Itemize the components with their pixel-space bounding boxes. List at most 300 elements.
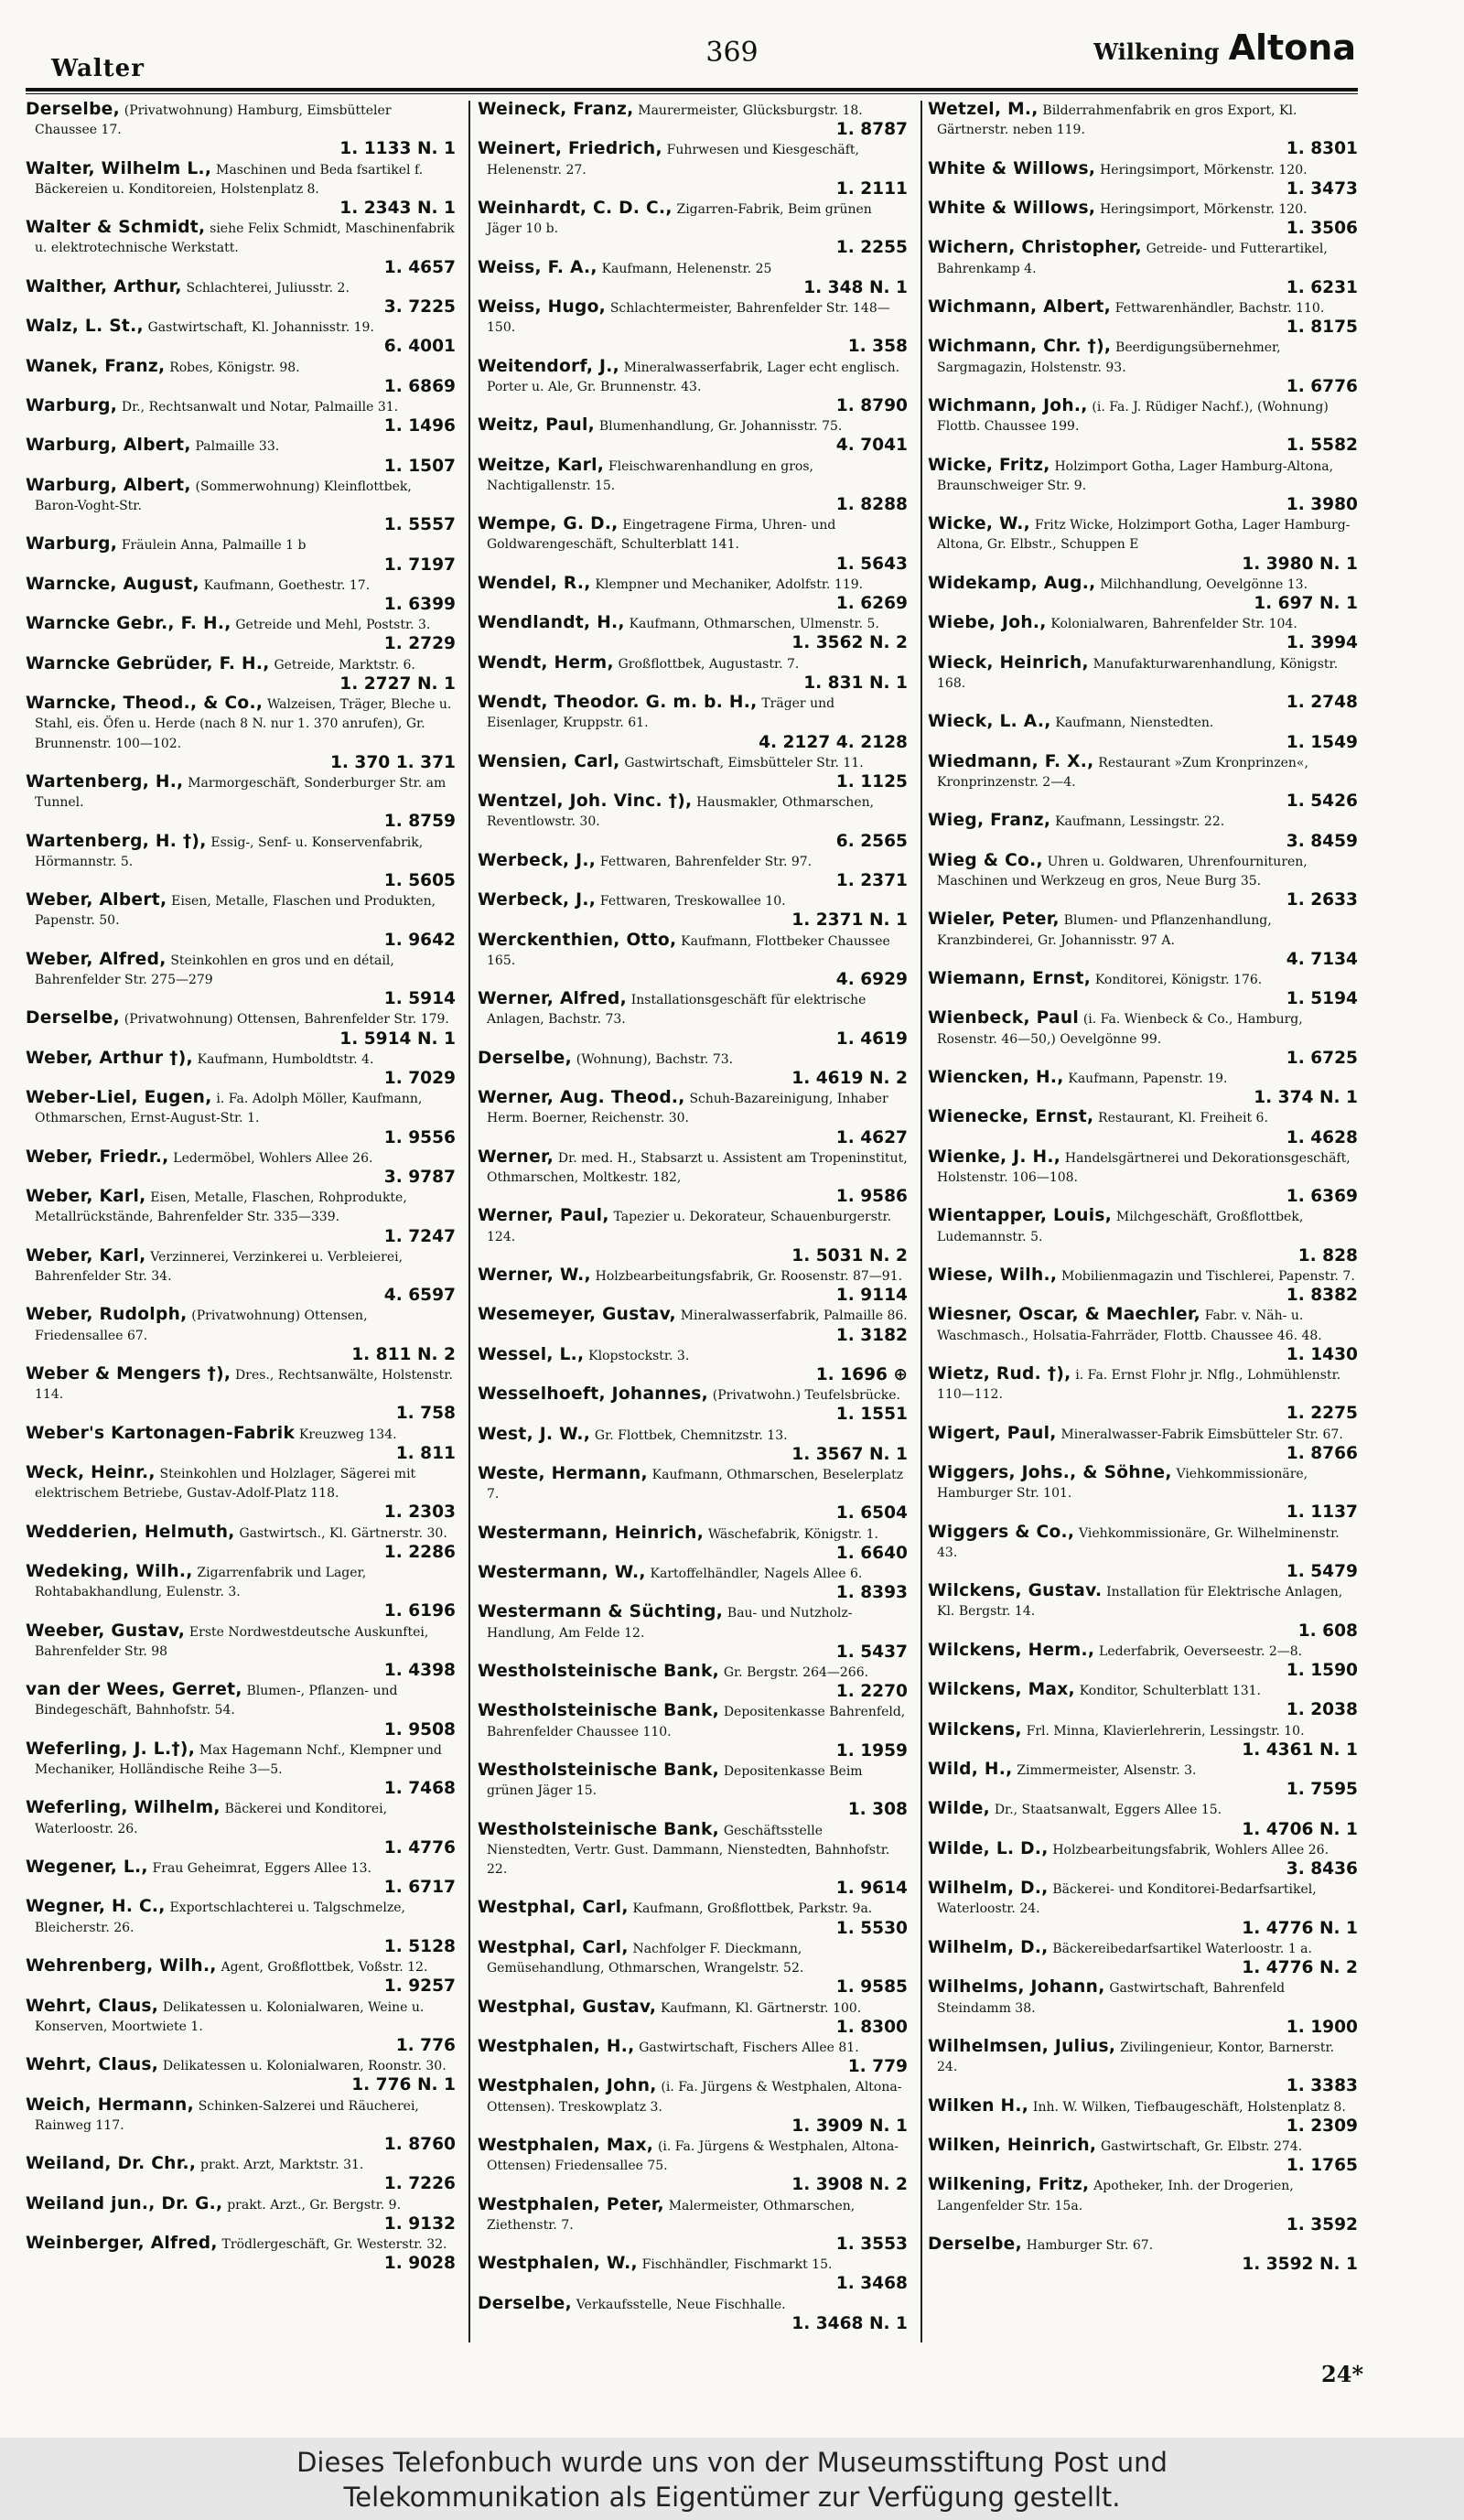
listing-entry [478,891,908,930]
entry-phone-number: 1. 1551 [835,1405,908,1425]
header-left-keyword: Walter [51,55,145,82]
entry-phone-number: 1. 758 [395,1404,456,1424]
listing-entry [478,1266,908,1305]
entry-phone-number: 6. 2565 [835,831,908,851]
listing-entry [928,1108,1358,1147]
listing-entry [928,1721,1358,1760]
entry-description: prakt. Arzt, Marktstr. 31. [200,2158,364,2173]
entry-phone-number: 1. 4619 N. 2 [791,1068,908,1088]
entry-phone-number: 1. 1900 [1286,2017,1358,2037]
listing-entry [928,1681,1358,1719]
entry-description: Gastwirtschaft, Kl. Johannisstr. 19. [147,320,374,336]
entry-description: (i. Fa. J. Rüdiger Nachf.), (Wohnung) Flottb. Chaussee 199. [937,400,1329,435]
entry-name: Weiland jun., Dr. G., [26,2193,223,2213]
entry-phone-number: 1. 4776 [383,1837,456,1858]
entry-phone-number: 1. 4361 N. 1 [1242,1739,1358,1760]
entry-name: Werner, W., [478,1265,591,1285]
entry-description: Zimmermeister, Alsenstr. 3. [1017,1763,1197,1779]
entry-description: Klopstockstr. 3. [588,1348,690,1363]
entry-description: Apotheker, Inh. der Drogerien, Langenfelder Str. 15a. [937,2179,1294,2213]
entry-phone-number: 3. 8436 [1286,1859,1358,1879]
entry-description: Ledermöbel, Wohlers Allee 26. [173,1150,373,1166]
entry-name: Weber & Mengers †), [26,1364,231,1384]
entry-name: Wichern, Christopher, [928,238,1142,258]
entry-name: Wedeking, Wilh., [26,1562,193,1582]
entry-description: Holzbearbeitungsfabrik, Wohlers Allee 26. [1052,1842,1329,1858]
entry-description: Max Hagemann Nchf., Klempner und Mechaniker, Holländische Reihe 3—5. [35,1742,442,1778]
entry-name: Wilken, Heinrich, [928,2135,1097,2155]
entry-name: Westphal, Carl, [478,1898,629,1918]
listing-entry [478,1899,908,1937]
listing-entry [478,2077,908,2136]
header-city: Altona [1228,27,1356,68]
listing-entry [478,1465,908,1524]
entry-phone-number: 1. 6869 [383,376,456,396]
entry-description: (Privatwohnung) Ottensen, Bahrenfelder Str. 179. [124,1012,449,1028]
listing-entry [928,1879,1358,1938]
listing-entry [478,1524,908,1563]
entry-name: Weich, Hermann, [26,2095,194,2115]
entry-name: White & Willows, [928,158,1096,178]
listing-entry [26,1563,456,1621]
entry-description: Mineralwasserfabrik, Lager echt englisch. Porter u. Ale, Gr. Brunnenstr. 43. [487,360,900,394]
entry-phone-number: 1. 6369 [1286,1187,1358,1207]
entry-phone-number: 1. 2286 [383,1542,456,1562]
entry-name: Wicke, W., [928,514,1031,534]
entry-description: Exportschlachterei u. Talgschmelze, Bleicherstr. 26. [35,1901,405,1935]
entry-phone-number: 1. 2633 [1286,890,1358,910]
entry-description: Getreide, Marktstr. 6. [274,657,415,673]
entry-name: Wentzel, Joh. Vinc. †), [478,792,693,812]
entry-name: Weber, Karl, [26,1245,146,1265]
listing-entry [928,970,1358,1008]
entry-phone-number: 1. 7468 [383,1779,456,1799]
listing-entry [26,2195,456,2234]
listing-entry [478,1050,908,1088]
entry-name: Weferling, J. L.†), [26,1739,196,1759]
footer-line-2: Telekommunikation als Eigentümer zur Verfügung gestellt. [343,2482,1121,2513]
listing-entry [478,1346,908,1384]
entry-phone-number: 1. 6269 [835,594,908,614]
listing-entry [928,2038,1358,2096]
entry-name: Weinberger, Alfred, [26,2233,218,2253]
listing-entry [26,2056,456,2095]
entry-name: Weber, Karl, [26,1187,146,1207]
entry-description: Marmorgeschäft, Sonderburger Str. am Tunnel. [35,775,447,811]
entry-name: Weber, Albert, [26,890,167,910]
entry-phone-number: 1. 2371 [835,870,908,890]
entry-description: Maschinen und Beda fsartikel f. Bäckereien u. Konditoreien, Holstenplatz 8. [35,162,424,197]
entry-phone-number: 1. 9585 [835,1977,908,1998]
entry-description: Depositenkasse Bahrenfeld, Bahrenfelder Chaussee 110. [487,1705,906,1739]
entry-description: Kaufmann, Großflottbek, Parkstr. 9a. [632,1901,873,1917]
entry-description: Kaufmann, Humboldtstr. 4. [197,1051,374,1067]
entry-name: Wienke, J. H., [928,1147,1061,1167]
entry-description: Delikatessen u. Kolonialwaren, Roonstr. 30. [162,2059,447,2074]
listing-entry [26,1524,456,1562]
entry-phone-number: 1. 1125 [835,771,908,792]
listing-entry [478,654,908,693]
listing-entry [26,655,456,694]
entry-description: Heringsimport, Mörkenstr. 120. [1100,202,1308,218]
entry-phone-number: 1. 1549 [1286,732,1358,752]
entry-description: Steinkohlen und Holzlager, Sägerei mit elektrischem Betriebe, Gustav-Adolf-Platz 118. [35,1467,416,1502]
entry-phone-number: 1. 5914 [383,989,456,1009]
entry-description: Holzimport Gotha, Lager Hamburg-Altona, Braunschweiger Str. 9. [937,458,1334,493]
entry-name: Weitendorf, J., [478,356,619,376]
entry-name: Wieg & Co., [928,850,1043,870]
entry-phone-number: 1. 3506 [1286,219,1358,239]
listing-entry [478,358,908,416]
entry-name: Wehrenberg, Wilh., [26,1956,217,1976]
entry-name: Walter, Wilhelm L., [26,158,212,178]
entry-phone-number: 1. 2309 [1286,2116,1358,2136]
listing-entry [478,1148,908,1207]
entry-name: Weiss, Hugo, [478,297,607,318]
listing-entry [478,694,908,752]
entry-description: (i. Fa. Jürgens & Westphalen, Altona-Ottensen). Treskowplatz 3. [487,2080,902,2115]
listing-entry [478,199,908,258]
entry-description: Fuhrwesen und Kiesgeschäft, Helenenstr. 27. [487,143,859,178]
entry-name: Weber, Rudolph, [26,1305,188,1325]
entry-description: Bau- und Nutzholz-Handlung, Am Felde 12. [487,1606,853,1641]
listing-entry [928,852,1358,910]
entry-name: Westholsteinische Bank, [478,1662,720,1682]
entry-description: Bäckerei- und Konditorei-Bedarfsartikel, Waterloostr. 24. [937,1882,1317,1917]
listing-entry [478,990,908,1049]
entry-name: Wild, H., [928,1760,1013,1780]
entry-phone-number: 3. 9787 [383,1167,456,1187]
entry-name: Wesemeyer, Gustav, [478,1305,676,1325]
entry-phone-number: 1. 9028 [383,2254,456,2274]
entry-name: Westermann, W., [478,1563,646,1583]
entry-description: i. Fa. Adolph Möller, Kaufmann, Othmarschen, Ernst-August-Str. 1. [35,1092,423,1126]
entry-description: Verzinnerei, Verzinkerei u. Verbleierei, Bahrenfelder Str. 34. [35,1249,404,1284]
entry-name: Warncke, Theod., & Co., [26,694,264,714]
entry-description: Holzbearbeitungsfabrik, Gr. Roosenstr. 87—91. [595,1268,903,1284]
entry-description: Konditor, Schulterblatt 131. [1079,1684,1261,1699]
entry-phone-number: 1. 3994 [1286,633,1358,653]
entry-description: Handelsgärtnerei und Dekorationsgeschäft, Holstenstr. 106—108. [937,1150,1351,1185]
entry-phone-number: 1. 2275 [1286,1404,1358,1424]
entry-phone-number: 1. 6399 [383,595,456,615]
entry-name: Wieck, Heinrich, [928,652,1089,673]
listing-entry [478,1663,908,1701]
entry-phone-number: 1. 3468 [835,2274,908,2294]
listing-entry [928,1761,1358,1799]
entry-name: Westphalen, John, [478,2076,657,2096]
listing-entry [928,1207,1358,1265]
entry-description: Zigarren-Fabrik, Beim grünen Jäger 10 b. [487,202,872,237]
entry-name: Widekamp, Aug., [928,573,1096,593]
entry-name: Weiland, Dr. Chr., [26,2154,197,2174]
entry-name: Weinhardt, C. D. C., [478,199,673,219]
entry-name: Wehrt, Claus, [26,1996,159,2016]
entry-name: Westphalen, Max, [478,2135,654,2155]
entry-description: Bilderrahmenfabrik en gros Export, Kl. Gärtnerstr. neben 119. [937,103,1297,138]
entry-name: Werbeck, J., [478,890,597,910]
entry-phone-number: 1. 831 N. 1 [803,673,908,693]
footer-line-1: Dieses Telefonbuch wurde uns von der Museumsstiftung Post und [296,2447,1168,2478]
entry-name: Weber-Liel, Eugen, [26,1088,212,1108]
entry-name: Wehrt, Claus, [26,2055,159,2075]
entry-description: Palmaille 33. [195,439,280,455]
listing-entry [928,2097,1358,2136]
entry-phone-number: 1. 3473 [1286,178,1358,199]
listing-entry [928,1524,1358,1582]
entry-name: Wienecke, Ernst, [928,1107,1094,1127]
entry-description: Bäckereibedarfsartikel Waterloostr. 1 a. [1052,1941,1312,1956]
entry-phone-number: 1. 9114 [835,1286,908,1306]
entry-name: Wieler, Peter, [928,910,1060,930]
entry-phone-number: 1. 6776 [1286,376,1358,396]
listing-entry [478,2196,908,2255]
entry-name: van der Wees, Gerret, [26,1680,242,1700]
entry-name: Walter & Schmidt, [26,218,206,238]
entry-phone-number: 1. 7595 [1286,1780,1358,1800]
entry-name: White & Willows, [928,199,1096,219]
entry-name: Wiemann, Ernst, [928,968,1092,988]
entry-name: Warburg, [26,534,118,555]
listing-entry [478,2295,908,2333]
entry-phone-number: 1. 5557 [383,515,456,535]
entry-name: Westholsteinische Bank, [478,1701,720,1721]
entry-phone-number: 1. 697 N. 1 [1254,594,1358,614]
entry-description: Blumenhandlung, Gr. Johannisstr. 75. [598,419,843,435]
entry-name: Westholsteinische Bank, [478,1761,720,1781]
listing-entry [928,457,1358,515]
entry-name: Wieck, L. A., [928,712,1051,732]
listing-entry [928,1800,1358,1838]
listing-entry [928,1266,1358,1305]
entry-phone-number: 1. 2038 [1286,1700,1358,1720]
entry-name: Wilhelmsen, Julius, [928,2036,1116,2056]
entry-description: Konditorei, Königstr. 176. [1094,972,1263,987]
entry-description: Fettwarenhändler, Bachstr. 110. [1114,301,1325,317]
entry-description: Tapezier u. Dekorateur, Schauenburgerstr. 124. [487,1210,892,1244]
listing-entry [26,101,456,159]
entry-phone-number: 1. 3383 [1286,2076,1358,2096]
entry-description: Dr., Staatsanwalt, Eggers Allee 15. [994,1803,1222,1818]
entry-phone-number: 1. 1137 [1286,1502,1358,1523]
listing-entry [478,792,908,851]
entry-description: Fleischwarenhandlung en gros, Nachtigallenstr. 15. [487,458,813,493]
listing-entry [26,1799,456,1858]
entry-description: Schlachterei, Juliusstr. 2. [186,280,350,296]
entry-name: Wilken H., [928,2095,1029,2116]
entry-phone-number: 1. 370 1. 371 [329,752,456,772]
entry-phone-number: 1. 3562 N. 2 [791,633,908,653]
listing-entry [26,1740,456,1799]
listing-entry [478,1761,908,1820]
listing-entry [26,1425,456,1463]
entry-phone-number: 1. 5530 [835,1918,908,1938]
entry-description: Gastwirtschaft, Fischers Allee 81. [639,2040,859,2055]
entry-phone-number: 1. 6717 [383,1878,456,1898]
entry-phone-number: 1. 5031 N. 2 [791,1245,908,1265]
entry-name: Westphalen, H., [478,2036,635,2056]
listing-entry [478,1939,908,1998]
entry-phone-number: 1. 308 [847,1800,908,1820]
entry-phone-number: 1. 8759 [383,812,456,832]
entry-description: Uhren u. Goldwaren, Uhrenfournituren, Maschinen und Werkzeug en gros, Neue Burg 35. [937,854,1308,888]
listing-columns [26,101,1358,2352]
listing-entry [26,1681,456,1739]
entry-name: Weck, Heinr., [26,1463,156,1483]
entry-name: Wedderien, Helmuth, [26,1522,235,1542]
entry-description: Milchhandlung, Oevelgönne 13. [1100,576,1308,592]
entry-description: (Sommerwohnung) Kleinflottbek, Baron-Voght-Str. [35,479,412,514]
entry-phone-number: 1. 8382 [1286,1286,1358,1306]
entry-name: Werner, [478,1147,554,1167]
listing-entry [26,535,456,574]
entry-phone-number: 1. 7226 [383,2174,456,2194]
entry-phone-number: 1. 6231 [1286,277,1358,297]
listing-column-3 [928,101,1358,2352]
listing-entry [26,219,456,277]
entry-name: Wiedmann, F. X., [928,751,1094,771]
footer-notice [0,2438,1464,2520]
entry-name: Walther, Arthur, [26,276,182,296]
listing-entry [478,1089,908,1147]
entry-name: Wiencken, H., [928,1067,1064,1087]
entry-name: Derselbe, [478,1048,572,1068]
entry-phone-number: 1. 8300 [835,2017,908,2037]
entry-name: Wilde, L. D., [928,1838,1049,1858]
listing-entry [478,2038,908,2076]
listing-entry [928,614,1358,652]
entry-name: Wilhelm, D., [928,1879,1049,1899]
entry-phone-number: 1. 2255 [835,238,908,258]
entry-phone-number: 1. 811 [395,1443,456,1463]
entry-name: Wilckens, Max, [928,1680,1075,1700]
entry-name: Derselbe, [26,101,120,119]
entry-description: Kaufmann, Othmarschen, Ulmenstr. 5. [629,617,879,632]
listing-entry [928,160,1358,199]
entry-phone-number: 1. 8787 [835,120,908,140]
entry-description: Schinken-Salzerei und Räucherei, Rainweg 117. [35,2098,419,2133]
listing-entry [928,515,1358,574]
entry-description: Installation für Elektrische Anlagen, Kl. Bergstr. 14. [937,1585,1343,1620]
entry-phone-number: 1. 8766 [1286,1443,1358,1463]
listing-entry [928,2235,1358,2274]
entry-name: Wiggers, Johs., & Söhne, [928,1463,1172,1483]
entry-name: Westphalen, W., [478,2254,638,2274]
listing-entry [928,298,1358,337]
entry-phone-number: 1. 3909 N. 1 [791,2116,908,2136]
entry-description: Kaufmann, Kl. Gärtnerstr. 100. [660,2000,862,2016]
listing-entry [26,1009,456,1048]
listing-entry [478,1821,908,1899]
entry-phone-number: 1. 6196 [383,1601,456,1621]
entry-name: Wendt, Herm, [478,652,614,673]
entry-phone-number: 1. 1507 [383,456,456,476]
entry-phone-number: 1. 3592 N. 1 [1242,2255,1358,2275]
entry-phone-number: 1. 5437 [835,1642,908,1662]
entry-description: Maurermeister, Glücksburgstr. 18. [638,103,863,118]
listing-entry [478,457,908,515]
listing-entry [26,1898,456,1956]
entry-phone-number: 1. 6725 [1286,1048,1358,1068]
entry-name: Warburg, [26,396,118,416]
listing-entry [478,416,908,455]
entry-description: Restaurant, Kl. Freiheit 6. [1098,1111,1268,1126]
listing-entry [478,614,908,652]
entry-phone-number: 1. 6504 [835,1503,908,1524]
listing-entry [928,239,1358,297]
header-right [1093,27,1356,68]
entry-phone-number: 1. 2270 [835,1682,908,1702]
listing-entry [26,1306,456,1364]
entry-phone-number: 3. 7225 [383,297,456,318]
listing-entry [26,2096,456,2155]
entry-name: Wempe, G. D., [478,514,619,534]
entry-name: Derselbe, [26,1008,120,1028]
entry-phone-number: 1. 776 N. 1 [351,2075,456,2095]
entry-description: Walzeisen, Träger, Bleche u. Stahl, eis. Öfen u. Herde (nach 8 N. nur 1. 370 anrufen), Gr. Brunnenstr. 100—102. [35,697,452,751]
entry-description: Eisen, Metalle, Flaschen und Produkten, Papenstr. 50. [35,894,436,929]
listing-entry [478,1564,908,1602]
listing-entry [478,259,908,297]
entry-description: Kaufmann, Goethestr. 17. [203,577,371,593]
entry-name: Wientapper, Louis, [928,1206,1113,1226]
entry-phone-number: 1. 3182 [835,1325,908,1345]
entry-name: Wegner, H. C., [26,1897,166,1917]
entry-description: Geschäftsstelle Nienstedten, Vertr. Gust. Dammann, Nienstedten, Bahnhofstr. 22. [487,1823,890,1878]
entry-description: (Privatwohnung) Ottensen, Friedensallee 67. [35,1308,368,1343]
entry-phone-number: 1. 9556 [383,1127,456,1147]
entry-phone-number: 1. 5605 [383,870,456,890]
entry-name: Westphal, Gustav, [478,1997,657,2017]
entry-description: Viehkommissionäre, Hamburger Str. 101. [937,1467,1308,1502]
entry-description: Träger und Eisenlager, Kruppstr. 61. [487,696,835,731]
listing-entry [26,951,456,1009]
listing-entry [928,1425,1358,1463]
entry-phone-number: 1. 8393 [835,1583,908,1603]
entry-description: Essig-, Senf- u. Konservenfabrik, Hörmannstr. 5. [35,835,424,869]
entry-name: Westphal, Carl, [478,1937,629,1957]
entry-phone-number: 1. 4776 N. 1 [1242,1918,1358,1938]
entry-phone-number: 1. 5582 [1286,436,1358,456]
entry-description: Mineralwasser-Fabrik Eimsbütteler Str. 67. [1060,1427,1343,1442]
entry-name: Warncke Gebrüder, F. H., [26,653,270,673]
listing-entry [26,1365,456,1424]
entry-description: Gastwirtschaft, Bahrenfeld Steindamm 38. [937,1981,1286,2016]
entry-description: Kaufmann, Flottbeker Chaussee 165. [487,933,890,968]
entry-description: Fräulein Anna, Palmaille 1 b [121,538,307,554]
entry-phone-number: 1. 1133 N. 1 [339,139,456,159]
entry-name: Warburg, Albert, [26,436,191,456]
entry-description: Gr. Flottbek, Chemnitzstr. 13. [594,1427,788,1443]
entry-phone-number: 1. 4627 [835,1127,908,1147]
listing-entry [478,101,908,139]
entry-description: Viehkommissionäre, Gr. Wilhelminenstr. 43. [937,1525,1340,1560]
listing-entry [928,101,1358,159]
entry-description: prakt. Arzt., Gr. Bergstr. 9. [227,2197,402,2213]
header-rule-thin [26,93,1358,94]
listing-entry [26,1464,456,1523]
entry-phone-number: 1. 7247 [383,1226,456,1246]
listing-entry [26,891,456,950]
entry-description: Robes, Königstr. 98. [169,360,300,375]
entry-name: Wilckens, Gustav. [928,1581,1103,1601]
listing-entry [478,1385,908,1424]
listing-entry [26,358,456,396]
entry-phone-number: 1. 4657 [383,257,456,277]
listing-entry [928,713,1358,751]
entry-phone-number: 4. 2127 4. 2128 [759,732,908,752]
entry-name: Warburg, Albert, [26,475,191,495]
